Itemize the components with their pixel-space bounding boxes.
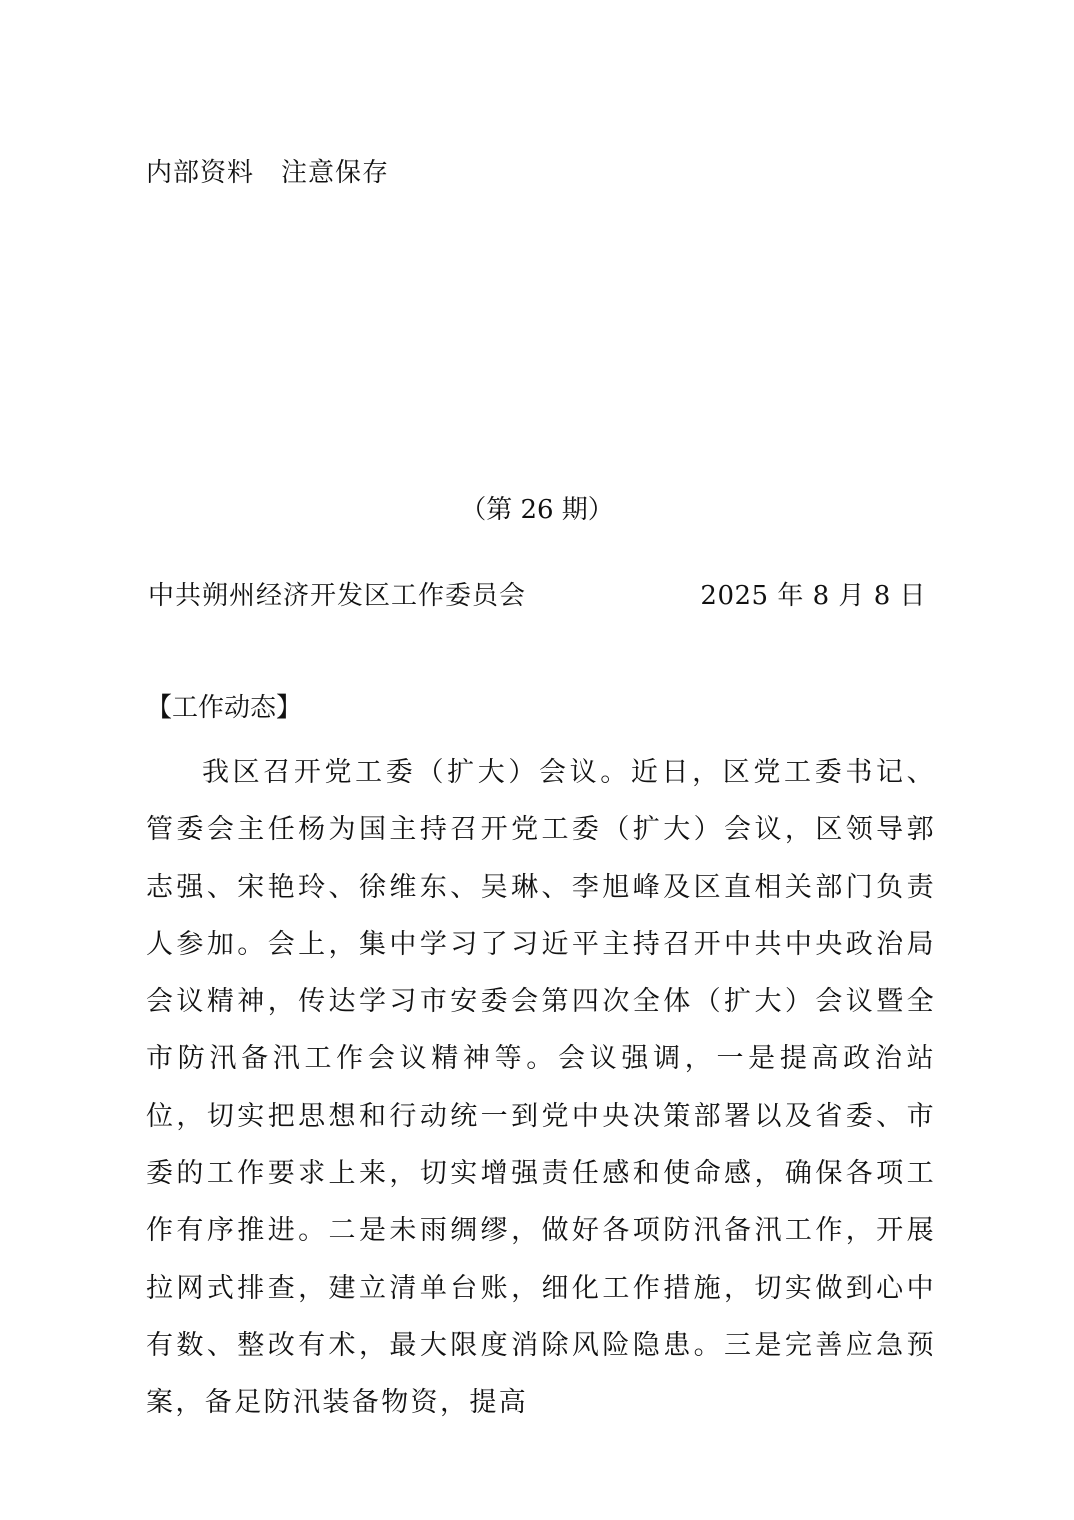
article-paragraph — [146, 744, 936, 1432]
article-body: 近日，区党工委书记、管委会主任杨为国主持召开党工委（扩大）会议，区领导郭志强、宋艳玲、徐维东、吴琳、李旭峰及区直相关部门负责人参加。会上，集中学习了习近平主持召开中共中央政治局会议精神，传达学习市安委会第四次全体（扩大）会议暨全市防汛备汛工作会议精神等。会议强调，一是提高政治站位，切实把思想和行动统一到党中央决策部署以及省委、市委的工作要求上来，切实增强责任感和使命感，确保各项工作有序推进。二是未雨绸缪，做好各项防汛备汛工作，开展拉网式排查，建立清单台账，细化工作措施，切实做到心中有数、整改有术，最大限度消除风险隐患。三是完善应急预案，备足防汛装备物资，提高 — [146, 757, 936, 1419]
article-lead: 我区召开党工委（扩大）会议。 — [202, 757, 631, 788]
issuer-line — [148, 576, 926, 616]
issuer-name: 中共朔州经济开发区工作委员会 — [148, 581, 527, 611]
issue-date: 2025 年 8 月 8 日 — [700, 581, 926, 611]
section-title: 【工作动态】 — [146, 693, 303, 723]
confidential-notice: 内部资料 注意保存 — [146, 158, 390, 188]
issue-number: （第 26 期） — [460, 495, 614, 525]
